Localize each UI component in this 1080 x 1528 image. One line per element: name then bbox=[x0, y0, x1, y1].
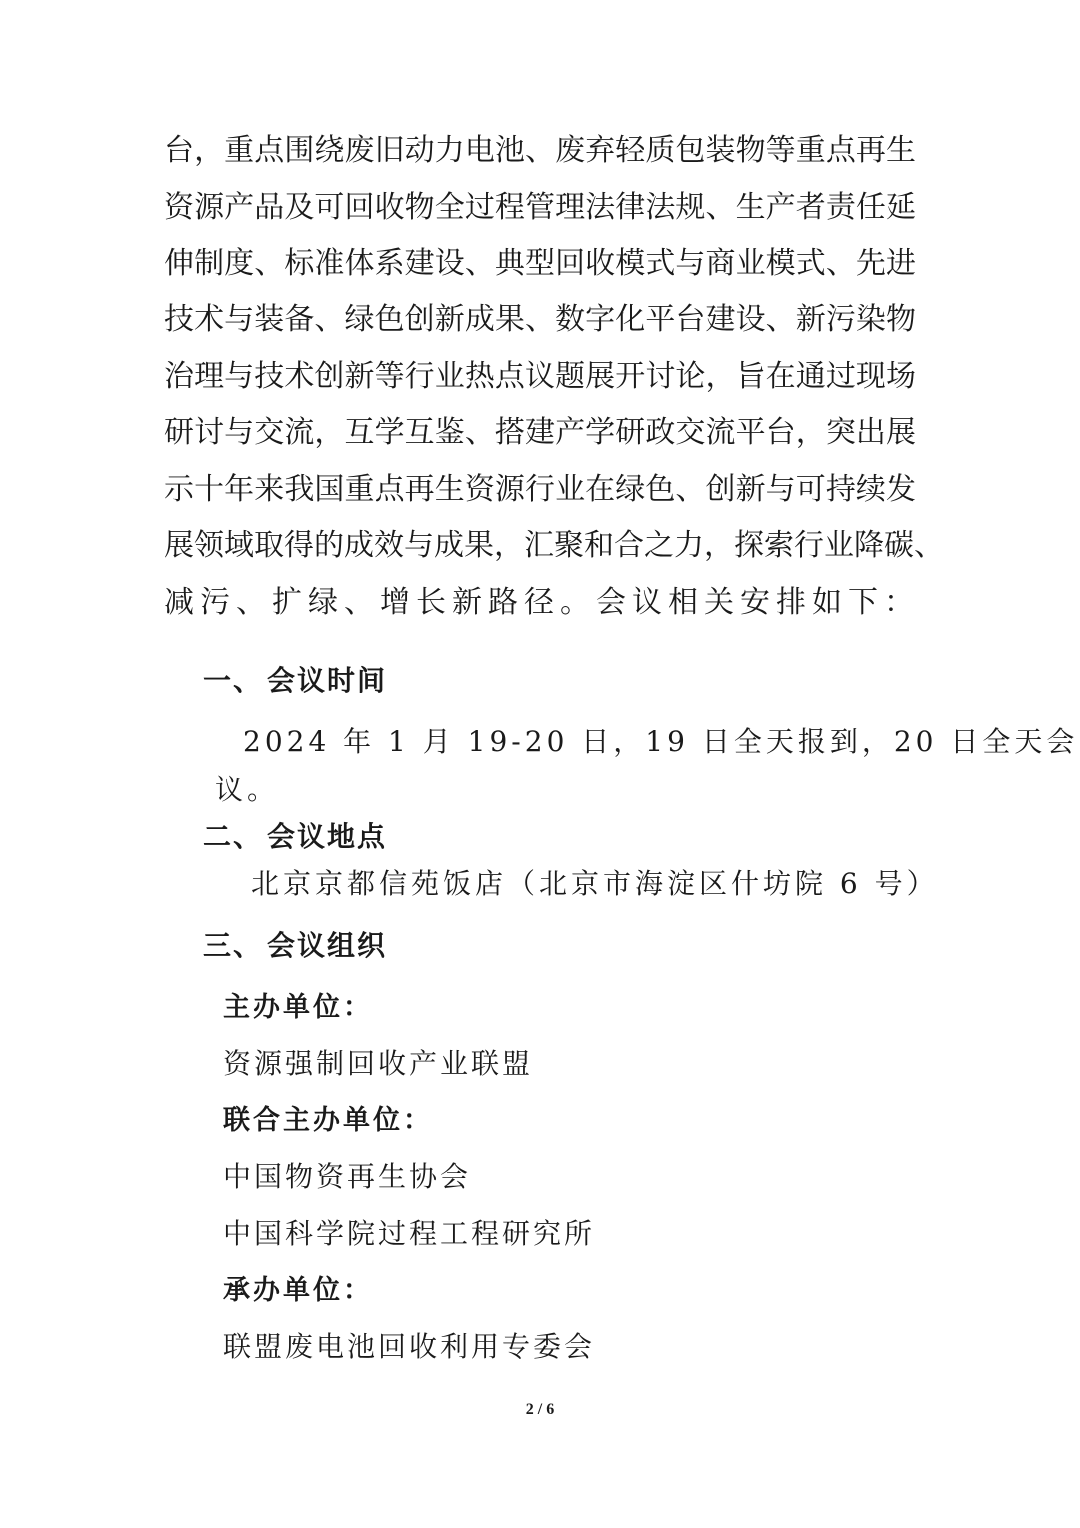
section-title: 会议组织 bbox=[267, 929, 388, 962]
cohost-label: 联合主办单位： bbox=[223, 1105, 433, 1136]
host-label: 主办单位： bbox=[223, 992, 373, 1023]
intro-line: 资源产品及可回收物全过程管理法律法规、生产者责任延 bbox=[164, 190, 916, 225]
section-heading-venue bbox=[203, 817, 387, 857]
section-heading-organization bbox=[203, 926, 387, 966]
cohost-organization: 中国科学院过程工程研究所 bbox=[223, 1217, 596, 1250]
intro-line: 伸制度、标准体系建设、典型回收模式与商业模式、先进 bbox=[164, 246, 916, 281]
cohost-organization: 中国物资再生协会 bbox=[223, 1160, 472, 1193]
intro-line: 台，重点围绕废旧动力电池、废弃轻质包装物等重点再生 bbox=[164, 133, 916, 168]
meeting-venue: 北京京都信苑饭店（北京市海淀区什坊院 6 号） bbox=[251, 867, 939, 900]
intro-line: 研讨与交流，互学互鉴、搭建产学研政交流平台，突出展 bbox=[164, 415, 916, 450]
intro-line: 治理与技术创新等行业热点议题展开讨论，旨在通过现场 bbox=[164, 359, 916, 394]
section-title: 会议时间 bbox=[267, 664, 388, 697]
host-organization: 资源强制回收产业联盟 bbox=[223, 1047, 534, 1080]
section-number: 一、 bbox=[203, 664, 264, 697]
meeting-time-line: 2024 年 1 月 19-20 日，19 日全天报到，20 日全天会 bbox=[243, 725, 1079, 758]
page-number: 2 / 6 bbox=[525, 1401, 555, 1418]
section-heading-time bbox=[203, 661, 387, 701]
section-title: 会议地点 bbox=[267, 820, 388, 853]
section-number: 二、 bbox=[203, 820, 264, 853]
intro-line: 技术与装备、绿色创新成果、数字化平台建设、新污染物 bbox=[164, 302, 916, 337]
section-number: 三、 bbox=[203, 929, 264, 962]
meeting-time-line: 议。 bbox=[215, 773, 280, 806]
intro-line: 减污、扩绿、增长新路径。会议相关安排如下： bbox=[164, 585, 920, 620]
intro-line: 示十年来我国重点再生资源行业在绿色、创新与可持续发 bbox=[164, 472, 916, 507]
organizer-label: 承办单位： bbox=[223, 1275, 373, 1306]
intro-line: 展领域取得的成效与成果，汇聚和合之力，探索行业降碳、 bbox=[164, 528, 944, 563]
organizer-organization: 联盟废电池回收利用专委会 bbox=[223, 1330, 596, 1363]
